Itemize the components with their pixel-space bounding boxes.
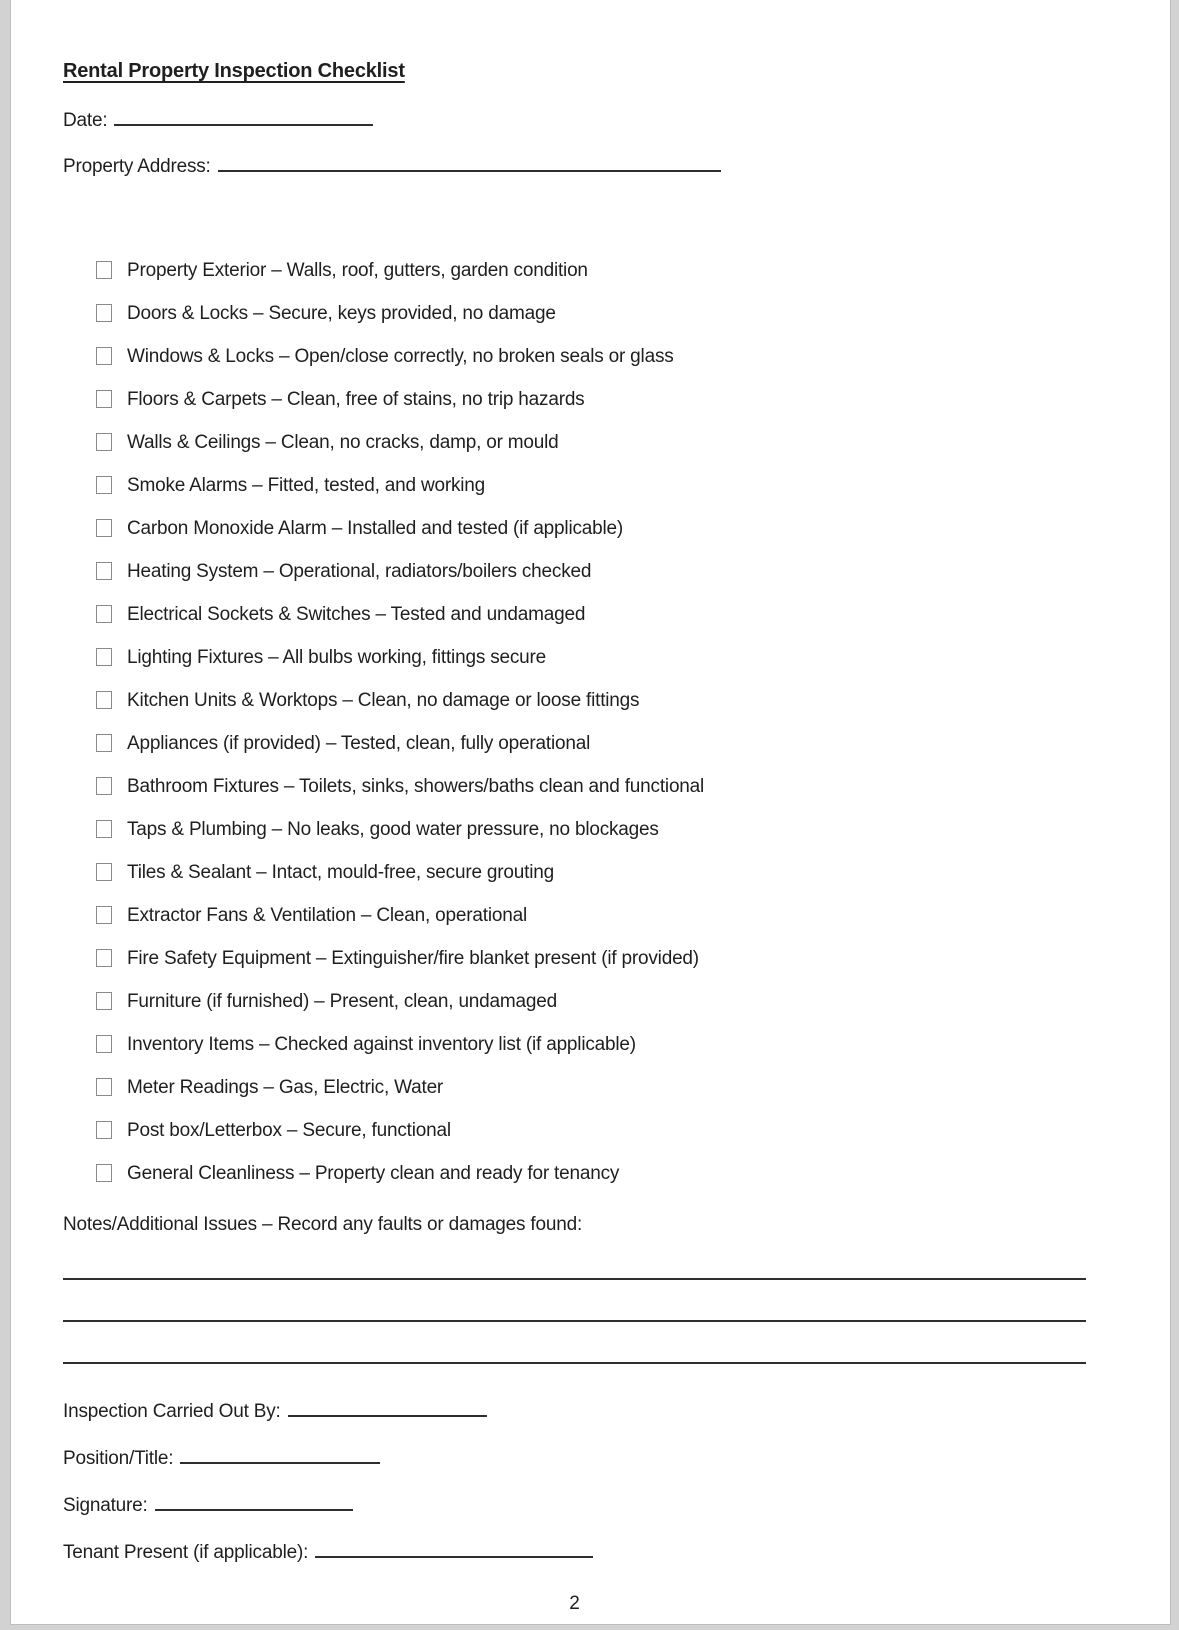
address-field-row <box>63 150 1086 180</box>
checkbox[interactable] <box>96 906 112 924</box>
checklist-item-label: Heating System – Operational, radiators/boilers checked <box>127 561 592 582</box>
checklist-item <box>96 387 1086 413</box>
checklist-item-label: Tiles & Sealant – Intact, mould-free, secure grouting <box>127 862 554 883</box>
address-label: Property Address: <box>63 156 211 177</box>
page-title: Rental Property Inspection Checklist <box>63 60 405 82</box>
checklist-item <box>96 430 1086 456</box>
checklist-item <box>96 903 1086 929</box>
checkbox[interactable] <box>96 476 112 494</box>
signature-field-row <box>63 1489 1086 1519</box>
checklist-item-label: Appliances (if provided) – Tested, clean, fully operational <box>127 733 591 754</box>
inspection-checklist <box>63 258 1086 1187</box>
inspector-field-row <box>63 1395 1086 1425</box>
checklist-item-label: Smoke Alarms – Fitted, tested, and working <box>127 475 486 496</box>
checklist-item <box>96 860 1086 886</box>
checkbox[interactable] <box>96 433 112 451</box>
position-blank-line[interactable] <box>180 1442 380 1464</box>
checkbox[interactable] <box>96 777 112 795</box>
checklist-item <box>96 1075 1086 1101</box>
checkbox[interactable] <box>96 390 112 408</box>
signoff-section <box>63 1395 1086 1566</box>
checklist-item-label: Fire Safety Equipment – Extinguisher/fire blanket present (if provided) <box>127 948 699 969</box>
checklist-item <box>96 688 1086 714</box>
signature-blank-line[interactable] <box>155 1489 353 1511</box>
checklist-item <box>96 774 1086 800</box>
checkbox[interactable] <box>96 1035 112 1053</box>
checklist-item-label: Property Exterior – Walls, roof, gutters, garden condition <box>127 260 588 281</box>
checklist-item-label: Post box/Letterbox – Secure, functional <box>127 1120 451 1141</box>
page-number: 2 <box>569 1593 580 1614</box>
tenant-label: Tenant Present (if applicable): <box>63 1542 309 1563</box>
date-label: Date: <box>63 110 108 131</box>
checklist-item <box>96 946 1086 972</box>
signature-label: Signature: <box>63 1495 148 1516</box>
checklist-item-label: Floors & Carpets – Clean, free of stains, no trip hazards <box>127 389 585 410</box>
checklist-item <box>96 559 1086 585</box>
checkbox[interactable] <box>96 1121 112 1139</box>
checklist-item-label: Furniture (if furnished) – Present, clean, undamaged <box>127 991 558 1012</box>
checklist-item <box>96 817 1086 843</box>
notes-blank-line[interactable] <box>63 1238 1086 1280</box>
checkbox[interactable] <box>96 992 112 1010</box>
checklist-item <box>96 344 1086 370</box>
checklist-item-label: General Cleanliness – Property clean and ready for tenancy <box>127 1163 620 1184</box>
inspector-blank-line[interactable] <box>288 1395 487 1417</box>
checklist-item-label: Electrical Sockets & Switches – Tested and undamaged <box>127 604 586 625</box>
checklist-item <box>96 645 1086 671</box>
notes-blank-line[interactable] <box>63 1322 1086 1364</box>
checkbox[interactable] <box>96 1164 112 1182</box>
checkbox[interactable] <box>96 347 112 365</box>
checklist-item-label: Taps & Plumbing – No leaks, good water pressure, no blockages <box>127 819 659 840</box>
checklist-item-label: Extractor Fans & Ventilation – Clean, operational <box>127 905 527 926</box>
checklist-item <box>96 989 1086 1015</box>
checklist-item-label: Meter Readings – Gas, Electric, Water <box>127 1077 444 1098</box>
checkbox[interactable] <box>96 734 112 752</box>
checklist-item <box>96 516 1086 542</box>
checklist-item-label: Lighting Fixtures – All bulbs working, fittings secure <box>127 647 547 668</box>
checklist-item-label: Carbon Monoxide Alarm – Installed and tested (if applicable) <box>127 518 624 539</box>
checklist-item <box>96 1118 1086 1144</box>
checklist-item <box>96 473 1086 499</box>
date-blank-line[interactable] <box>114 104 373 126</box>
checkbox[interactable] <box>96 304 112 322</box>
checkbox[interactable] <box>96 648 112 666</box>
address-blank-line[interactable] <box>218 150 721 172</box>
checklist-item <box>96 258 1086 284</box>
checkbox[interactable] <box>96 519 112 537</box>
checklist-item <box>96 731 1086 757</box>
checkbox[interactable] <box>96 863 112 881</box>
checklist-item <box>96 301 1086 327</box>
checkbox[interactable] <box>96 820 112 838</box>
checklist-item-label: Doors & Locks – Secure, keys provided, no damage <box>127 303 556 324</box>
notes-section-label: Notes/Additional Issues – Record any faults or damages found: <box>63 1214 583 1235</box>
tenant-blank-line[interactable] <box>315 1536 593 1558</box>
checkbox[interactable] <box>96 605 112 623</box>
checklist-item-label: Bathroom Fixtures – Toilets, sinks, showers/baths clean and functional <box>127 776 705 797</box>
tenant-field-row <box>63 1536 1086 1566</box>
checkbox[interactable] <box>96 1078 112 1096</box>
inspector-label: Inspection Carried Out By: <box>63 1401 281 1422</box>
date-field-row <box>63 104 1086 134</box>
document-page <box>10 0 1171 1625</box>
checklist-item <box>96 602 1086 628</box>
notes-blank-line[interactable] <box>63 1280 1086 1322</box>
position-field-row <box>63 1442 1086 1472</box>
position-label: Position/Title: <box>63 1448 174 1469</box>
checkbox[interactable] <box>96 261 112 279</box>
checkbox[interactable] <box>96 691 112 709</box>
checklist-item-label: Windows & Locks – Open/close correctly, no broken seals or glass <box>127 346 674 367</box>
checklist-item-label: Kitchen Units & Worktops – Clean, no damage or loose fittings <box>127 690 640 711</box>
checklist-item <box>96 1161 1086 1187</box>
checkbox[interactable] <box>96 562 112 580</box>
checklist-item <box>96 1032 1086 1058</box>
checklist-item-label: Inventory Items – Checked against inventory list (if applicable) <box>127 1034 636 1055</box>
checkbox[interactable] <box>96 949 112 967</box>
checklist-item-label: Walls & Ceilings – Clean, no cracks, damp, or mould <box>127 432 559 453</box>
